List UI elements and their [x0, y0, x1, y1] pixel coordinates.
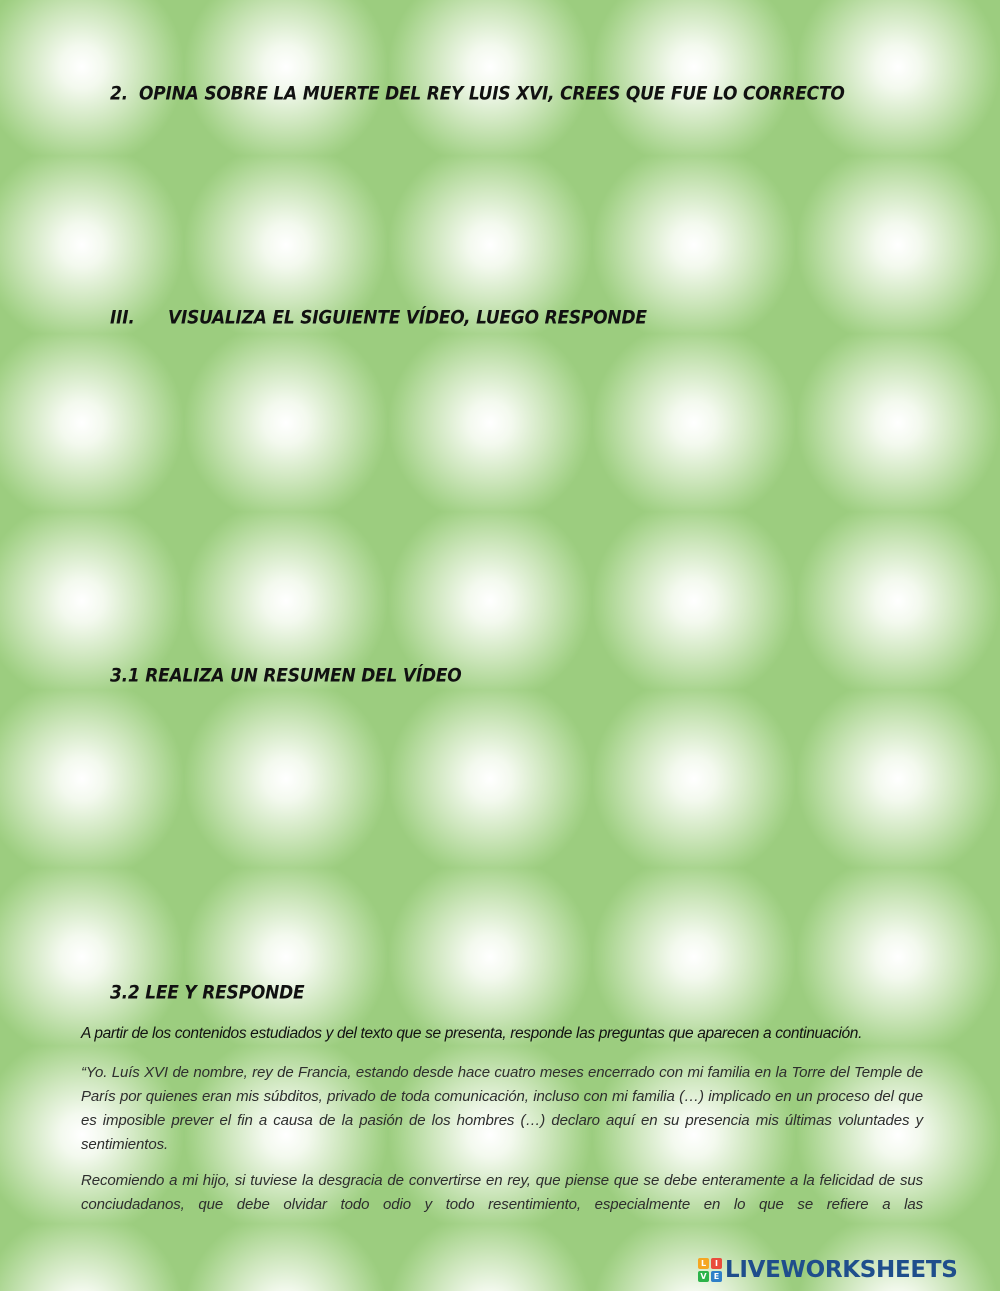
section-3-text: VISUALIZA EL SIGUIENTE VÍDEO, LUEGO RESPONDE — [168, 307, 647, 329]
logo-tile-l: L — [698, 1258, 709, 1269]
reading-paragraph-1: “Yo. Luís XVI de nombre, rey de Francia, estando desde hace cuatro meses encerrado con mi familia en la Torre del Temple de París por quienes eran mis súbditos, privado de toda comunicación, incluso con mi familia (…) implicado en un proceso del que es imposible prever el fin a causa de la pasión de los hombres (…) declaro aquí en su presencia mis últimas voluntades y sentimientos. — [81, 1064, 923, 1153]
logo-tile-i: I — [711, 1258, 722, 1269]
section-3-number: III. — [110, 307, 135, 329]
question-2-number: 2. — [110, 83, 128, 105]
liveworksheets-logo-icon — [698, 1258, 722, 1282]
reading-paragraph-2: Recomiendo a mi hijo, si tuviese la desgracia de convertirse en rey, que piense que se debe enteramente a la felicidad de sus conciudadanos, que debe olvidar todo odio y todo resentimiento, especialmente en lo que se refiere a las — [81, 1172, 923, 1213]
question-3-2-heading: 3.2 LEE Y RESPONDE — [110, 982, 305, 1004]
question-2-text: OPINA SOBRE LA MUERTE DEL REY LUIS XVI, CREES QUE FUE LO CORRECTO — [139, 83, 845, 105]
liveworksheets-logo-text: LIVEWORKSHEETS — [725, 1257, 958, 1283]
question-3-1-heading: 3.1 REALIZA UN RESUMEN DEL VÍDEO — [110, 665, 462, 687]
section-3-heading — [110, 307, 647, 329]
question-2-heading — [110, 83, 845, 105]
logo-tile-v: V — [698, 1271, 709, 1282]
reading-instruction: A partir de los contenidos estudiados y del texto que se presenta, responde las preguntas que aparecen a continuación. — [81, 1025, 863, 1042]
logo-tile-e: E — [711, 1271, 722, 1282]
liveworksheets-logo — [698, 1256, 957, 1284]
